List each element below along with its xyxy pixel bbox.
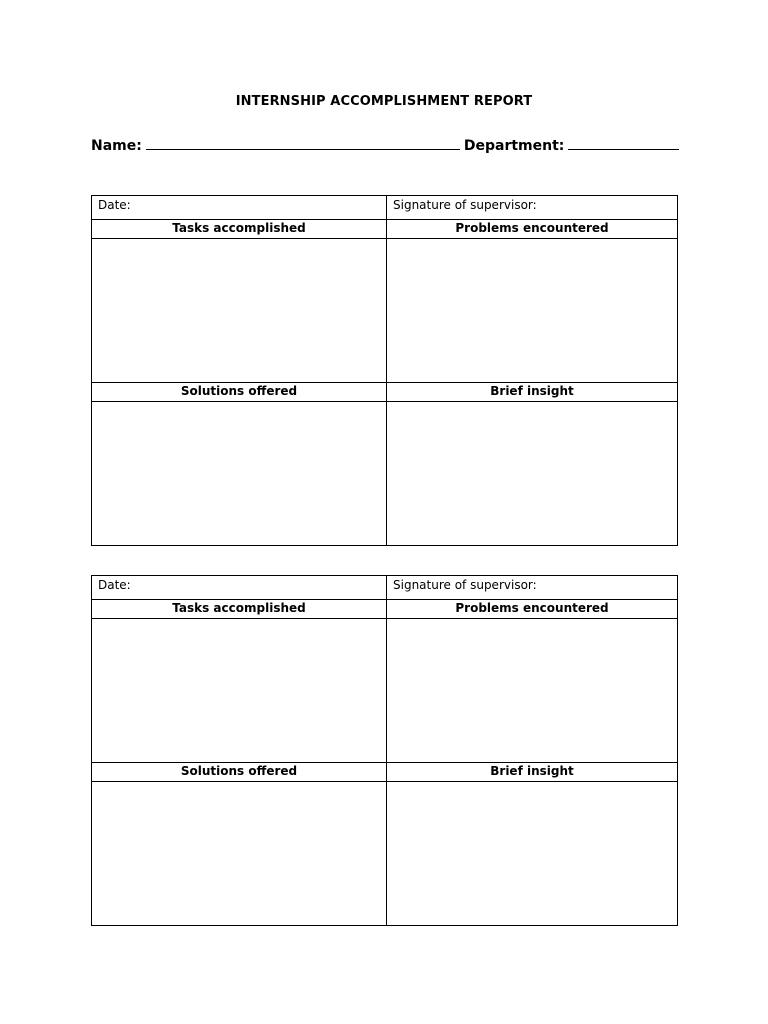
date-cell[interactable]: Date: xyxy=(92,576,387,599)
header-row xyxy=(92,762,677,781)
header-row xyxy=(92,219,677,238)
insight-area[interactable] xyxy=(387,782,677,925)
insight-header: Brief insight xyxy=(490,384,574,398)
insight-header: Brief insight xyxy=(490,764,574,778)
tasks-area[interactable] xyxy=(92,619,387,762)
name-field[interactable] xyxy=(146,138,460,150)
signature-cell[interactable]: Signature of supervisor: xyxy=(393,578,537,592)
problems-area[interactable] xyxy=(387,619,677,762)
date-cell[interactable]: Date: xyxy=(92,196,387,219)
content-row xyxy=(92,618,677,762)
solutions-area[interactable] xyxy=(92,402,387,545)
report-title: INTERNSHIP ACCOMPLISHMENT REPORT xyxy=(235,94,533,109)
signature-cell[interactable]: Signature of supervisor: xyxy=(393,198,537,212)
name-department-line xyxy=(91,138,691,154)
problems-area[interactable] xyxy=(387,239,677,382)
problems-header: Problems encountered xyxy=(455,221,609,235)
tasks-area[interactable] xyxy=(92,239,387,382)
report-entry-table xyxy=(91,195,678,546)
date-signature-row xyxy=(92,576,677,599)
content-row xyxy=(92,781,677,925)
content-row xyxy=(92,401,677,545)
header-row xyxy=(92,382,677,401)
problems-header: Problems encountered xyxy=(455,601,609,615)
department-field[interactable] xyxy=(568,138,679,150)
department-label: Department: xyxy=(463,138,565,154)
date-signature-row xyxy=(92,196,677,219)
solutions-header: Solutions offered xyxy=(92,763,387,781)
solutions-area[interactable] xyxy=(92,782,387,925)
tasks-header: Tasks accomplished xyxy=(92,600,387,618)
content-row xyxy=(92,238,677,382)
report-entry-table xyxy=(91,575,678,926)
insight-area[interactable] xyxy=(387,402,677,545)
header-row xyxy=(92,599,677,618)
tasks-header: Tasks accomplished xyxy=(92,220,387,238)
solutions-header: Solutions offered xyxy=(92,383,387,401)
name-label: Name: xyxy=(91,138,142,154)
